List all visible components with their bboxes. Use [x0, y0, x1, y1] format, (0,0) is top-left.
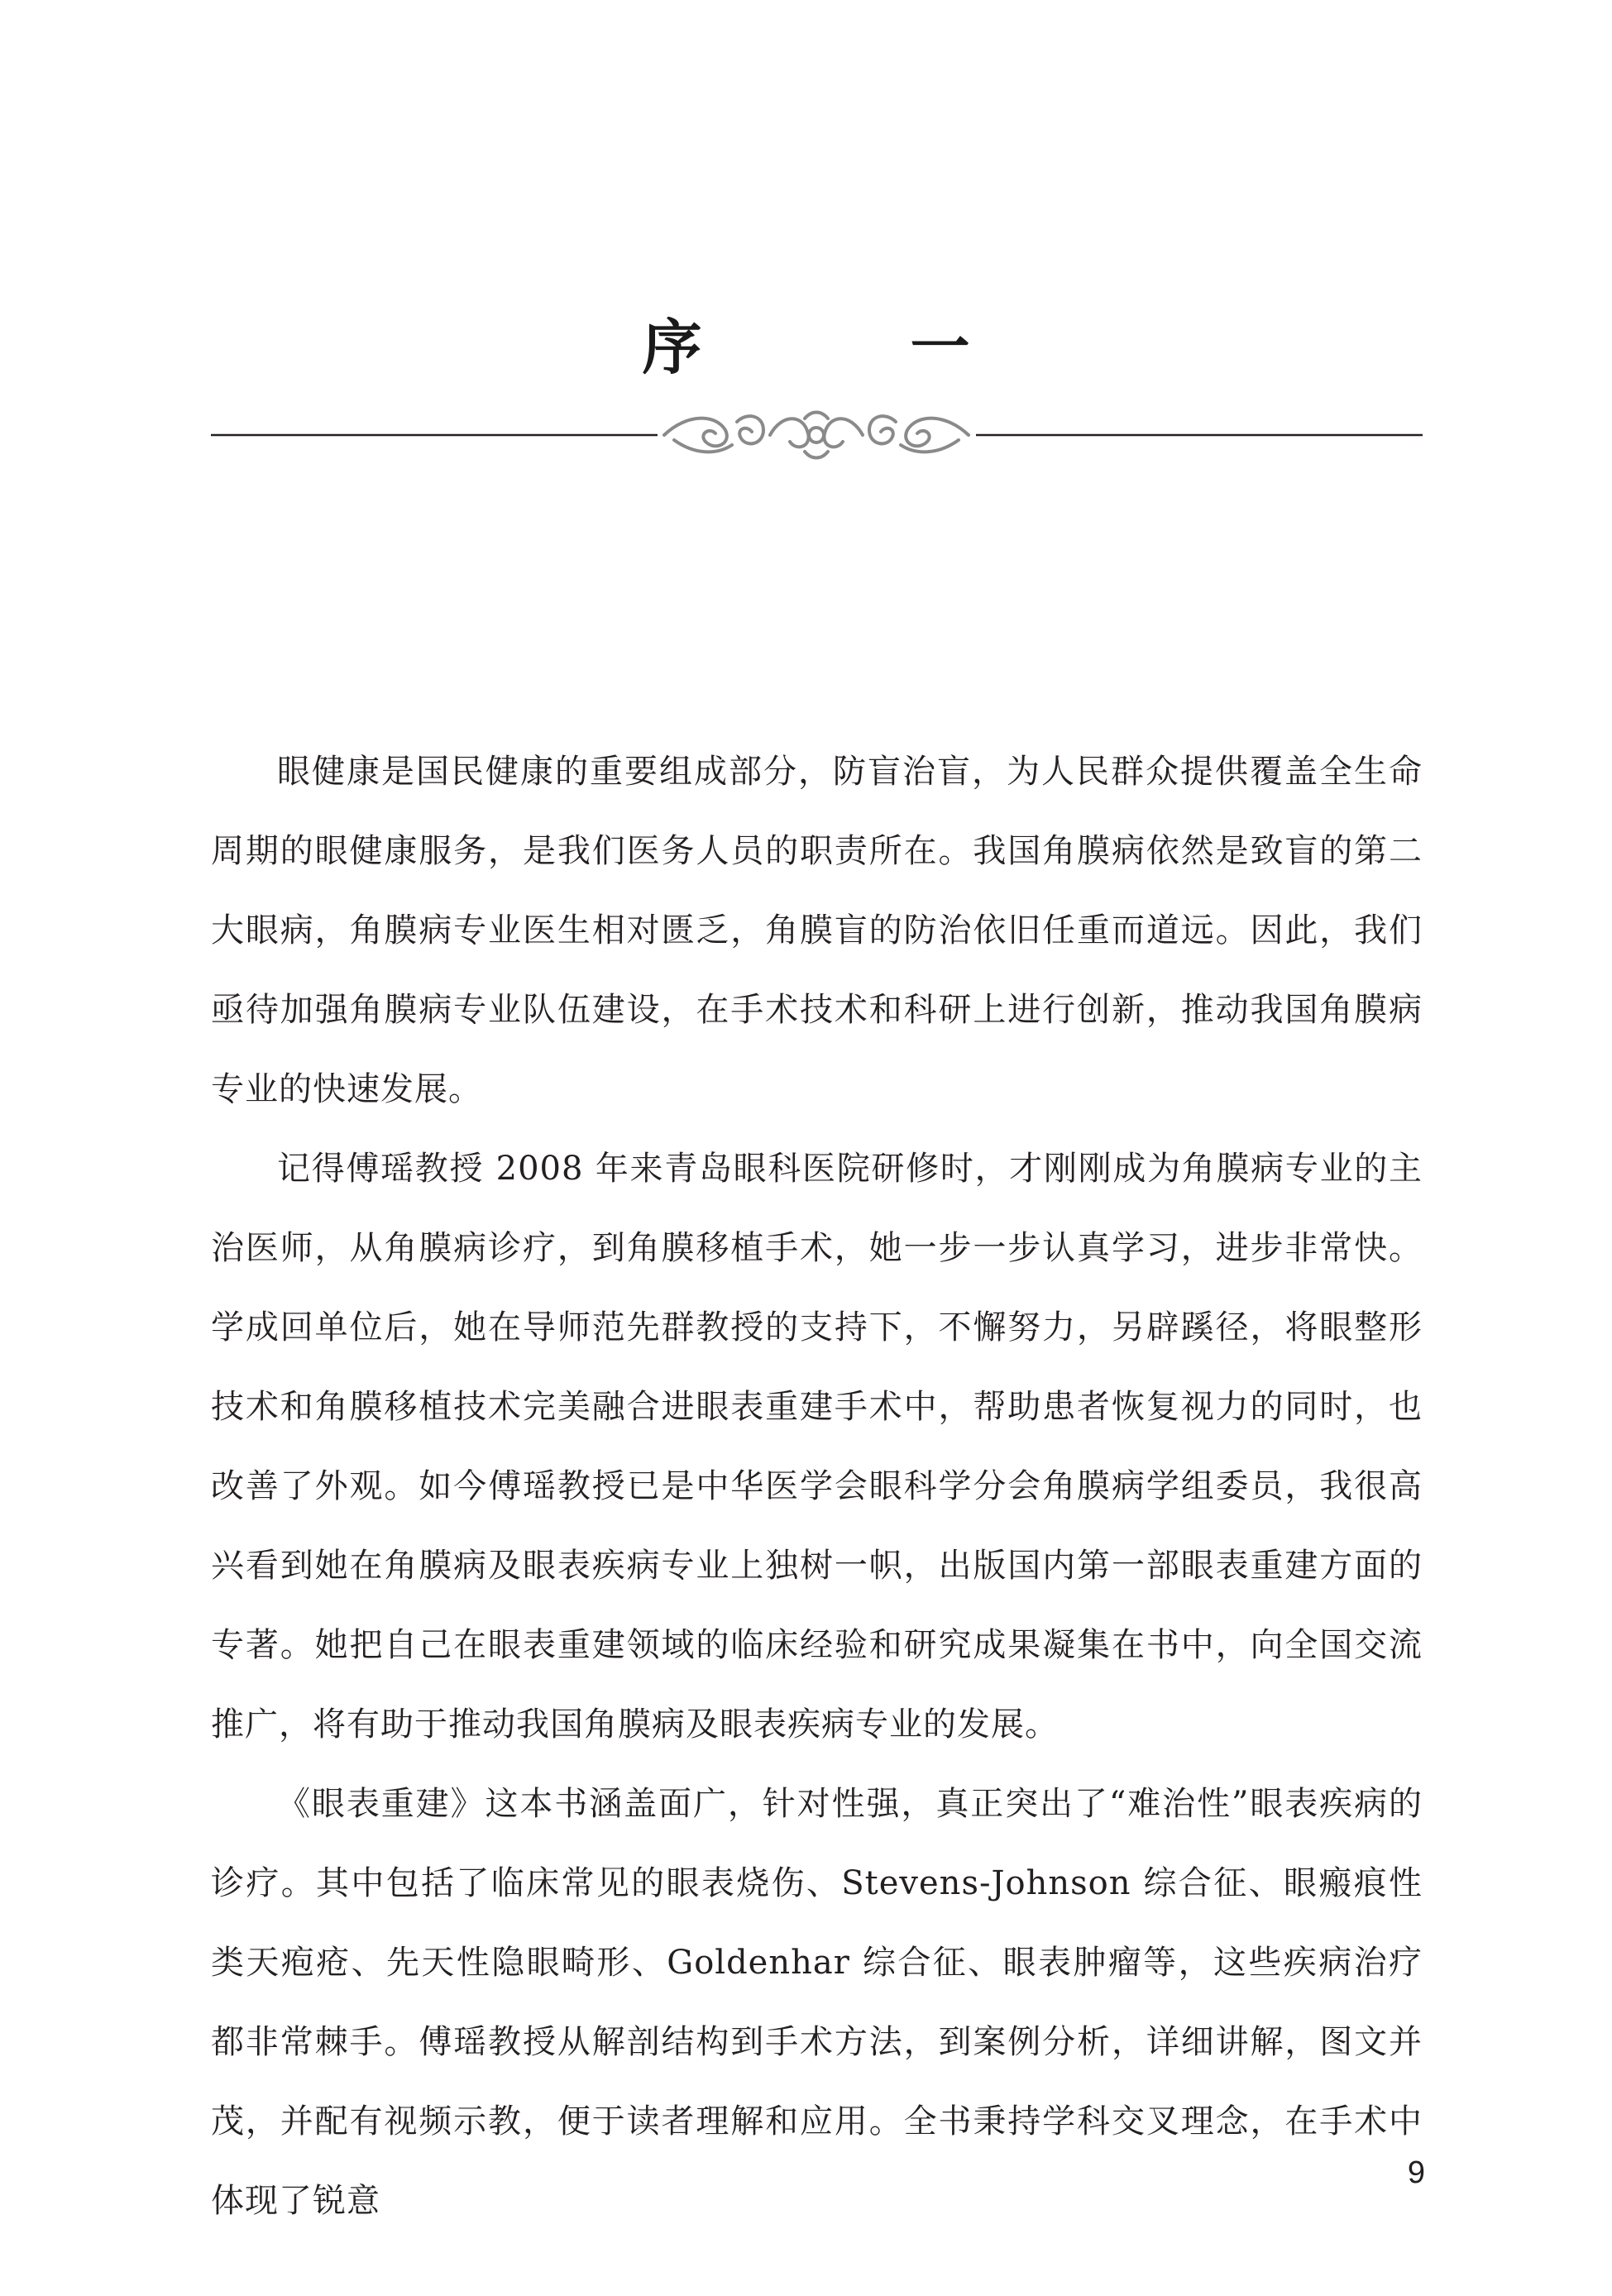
- paragraph: 眼健康是国民健康的重要组成部分，防盲治盲，为人民群众提供覆盖全生命周期的眼健康服务，是我们医务人员的职责所在。我国角膜病依然是致盲的第二大眼病，角膜病专业医生相对匮乏，角膜盲的防治依旧任重而道远。因此，我们亟待加强角膜病专业队伍建设，在手术技术和科研上进行创新，推动我国角膜病专业的快速发展。: [211, 753, 1423, 1108]
- body-text: [211, 732, 1423, 2241]
- title-divider: [211, 397, 1423, 471]
- paragraph: 《眼表重建》这本书涵盖面广，针对性强，真正突出了“难治性”眼表疾病的诊疗。其中包括了临床常见的眼表烧伤、Stevens-Johnson 综合征、眼瘢痕性类天疱疮、先天性隐眼畸形、Goldenhar 综合征、眼表肿瘤等，这些疾病治疗都非常棘手。傅瑶教授从解剖结构到手术方法，到案例分析，详细讲解，图文并茂，并配有视频示教，便于读者理解和应用。全书秉持学科交叉理念，在手术中体现了锐意: [211, 1785, 1423, 2220]
- page-title: 序 一: [642, 312, 1045, 382]
- paragraph: 记得傅瑶教授 2008 年来青岛眼科医院研修时，才刚刚成为角膜病专业的主治医师，从角膜病诊疗，到角膜移植手术，她一步一步认真学习，进步非常快。学成回单位后，她在导师范先群教授的支持下，不懈努力，另辟蹊径，将眼整形技术和角膜移植技术完美融合进眼表重建手术中，帮助患者恢复视力的同时，也改善了外观。如今傅瑶教授已是中华医学会眼科学分会角膜病学组委员，我很高兴看到她在角膜病及眼表疾病专业上独树一帜，出版国内第一部眼表重建方面的专著。她把自己在眼表重建领域的临床经验和研究成果凝集在书中，向全国交流推广，将有助于推动我国角膜病及眼表疾病专业的发展。: [211, 1150, 1423, 1744]
- page-number: 9: [1407, 2155, 1425, 2190]
- ornament-divider-icon: [211, 397, 1423, 471]
